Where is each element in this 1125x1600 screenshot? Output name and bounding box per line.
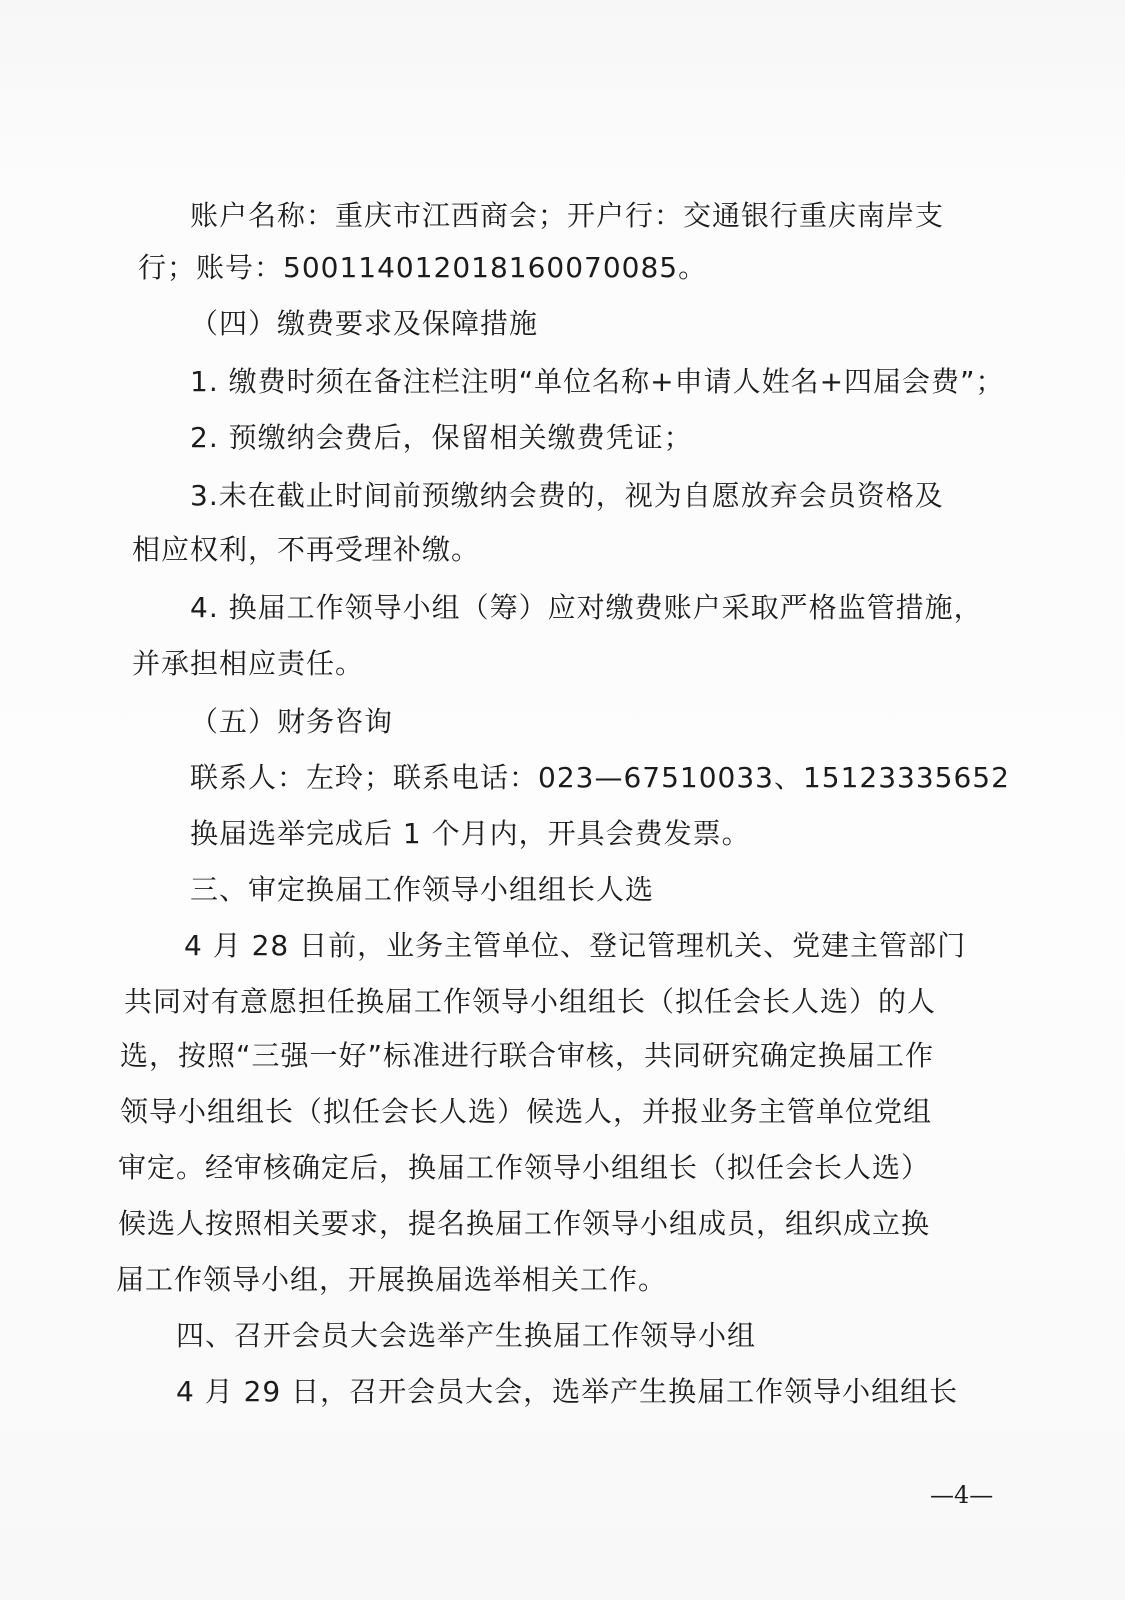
text-line: 账户名称：重庆市江西商会；开户行：交通银行重庆南岸支	[190, 199, 945, 232]
section-heading: （四）缴费要求及保障措施	[190, 307, 539, 340]
text-line: 联系人：左玲；联系电话：023—67510033、15123335652	[190, 761, 1010, 794]
section-heading: 三、审定换届工作领导小组组长人选	[190, 873, 655, 906]
section-heading: （五）财务咨询	[190, 705, 394, 738]
text-line: 4 月 29 日，召开会员大会，选举产生换届工作领导小组组长	[176, 1375, 959, 1408]
text-line: 届工作领导小组，开展换届选举相关工作。	[116, 1263, 668, 1296]
text-line: 并承担相应责任。	[132, 647, 365, 680]
text-line: 行；账号：500114012018160070085。	[138, 251, 708, 284]
section-heading: 四、召开会员大会选举产生换届工作领导小组	[176, 1319, 757, 1352]
text-line: 3.未在截止时间前预缴纳会费的，视为自愿放弃会员资格及	[190, 479, 944, 512]
text-line: 共同对有意愿担任换届工作领导小组组长（拟任会长人选）的人	[124, 985, 937, 1018]
text-line: 4. 换届工作领导小组（筹）应对缴费账户采取严格监管措施，	[190, 591, 983, 624]
text-line: 选，按照“三强一好”标准进行联合审核，共同研究确定换届工作	[120, 1039, 935, 1072]
text-line: 审定。经审核确定后，换届工作领导小组组长（拟任会长人选）	[118, 1151, 931, 1184]
text-line: 1. 缴费时须在备注栏注明“单位名称+申请人姓名+四届会费”；	[190, 365, 1005, 398]
text-line: 换届选举完成后 1 个月内，开具会费发票。	[190, 817, 751, 850]
page-number: —4—	[930, 1481, 994, 1509]
text-line: 领导小组组长（拟任会长人选）候选人，并报业务主管单位党组	[120, 1095, 933, 1128]
text-line: 候选人按照相关要求，提名换届工作领导小组成员，组织成立换	[118, 1207, 931, 1240]
text-line: 2. 预缴纳会费后，保留相关缴费凭证；	[190, 421, 693, 454]
text-line: 相应权利，不再受理补缴。	[132, 533, 481, 566]
text-line: 4 月 28 日前，业务主管单位、登记管理机关、党建主管部门	[184, 929, 967, 962]
